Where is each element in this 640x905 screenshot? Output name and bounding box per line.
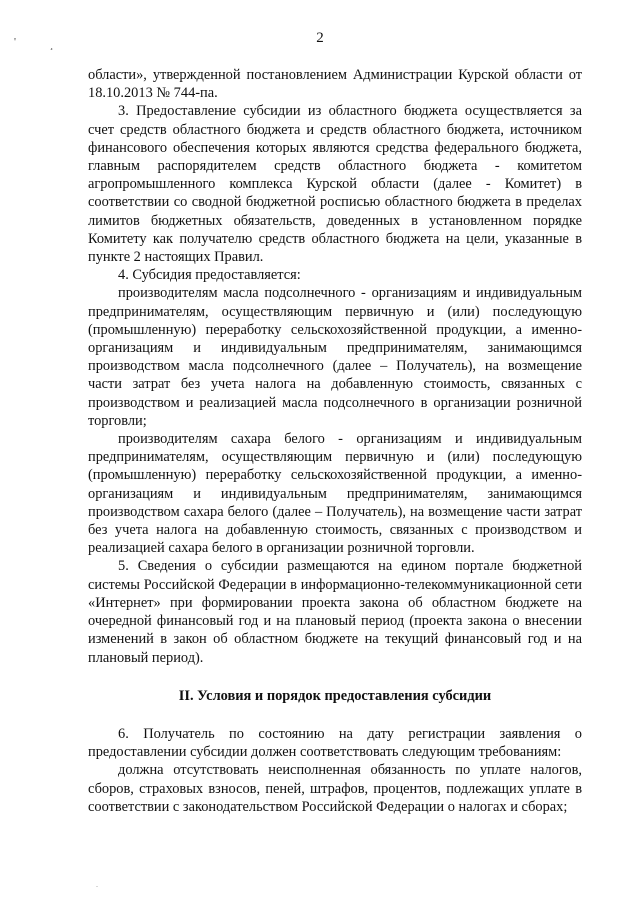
page-number: 2 [316, 30, 324, 46]
paragraph-item-6-taxes: должна отсутствовать неисполненная обязанность по уплате налогов, сборов, страховых взносов, пеней, штрафов, процентов, подлежащих уплате в соответствии с законодательством Российской Федерации о налогах и сборах; [88, 762, 582, 815]
paragraph-item-6: 6. Получатель по состоянию на дату регистрации заявления о предоставлении субсидии должен соответствовать следующим требованиям: [88, 725, 582, 761]
paragraph-continuation: области», утвержденной постановлением Администрации Курской области от 18.10.2013 № 744-па. [88, 67, 582, 102]
paragraph-item-3: 3. Предоставление субсидии из областного бюджета осуществляется за счет средств областного бюджета и средств областного бюджета, источником финансового обеспечения которых являются средства федерального бюджета, главным распорядителем средств областного бюджета - комитетом агропромышленного комплекса Курской области (далее - Комитет) в соответствии со сводной бюджетной росписью областного бюджета в пределах лимитов бюджетных обязательств, доведенных в установленном порядке Комитету как получателю средств областного бюджета на цели, указанные в пункте 2 настоящих Правил. [88, 103, 582, 266]
document-body [88, 66, 582, 816]
scan-artifact-mark: ¸ [50, 40, 53, 50]
paragraph-item-4-white-sugar: производителям сахара белого - организациям и индивидуальным предпринимателям, осуществляющим первичную и (или) последующую (промышленную) переработку сельскохозяйственной продукции, а именно-организациям и индивидуальным предпринимателям, занимающимся производством сахара белого (далее – Получатель), на возмещение части затрат без учета налога на добавленную стоимость, связанных с производством и реализацией сахара белого в организации розничной торговли. [88, 431, 582, 557]
scan-artifact-mark: ' [14, 36, 16, 48]
paragraph-item-5: 5. Сведения о субсидии размещаются на едином портале бюджетной системы Российской Федерации в информационно-телекоммуникационной сети «Интернет» при формировании проекта закона об областном бюджете на очередной финансовый год и на плановый период (проекта закона о внесении изменений в закон об областном бюджете на текущий финансовый год и на плановый период). [88, 558, 582, 666]
paragraph-item-4-sunflower-oil: производителям масла подсолнечного - организациям и индивидуальным предпринимателям, осуществляющим первичную и (или) последующую (промышленную) переработку сельскохозяйственной продукции, а именно-организациям и индивидуальным предпринимателям, занимающимся производством масла подсолнечного (далее – Получатель), на возмещение части затрат без учета налога на добавленную стоимость, связанных с производством и реализацией масла подсолнечного в организации розничной торговли; [88, 285, 582, 429]
section-heading: II. Условия и порядок предоставления субсидии [178, 687, 492, 704]
scan-artifact-mark: . [96, 880, 98, 889]
paragraph-item-4: 4. Субсидия предоставляется: [118, 267, 301, 284]
